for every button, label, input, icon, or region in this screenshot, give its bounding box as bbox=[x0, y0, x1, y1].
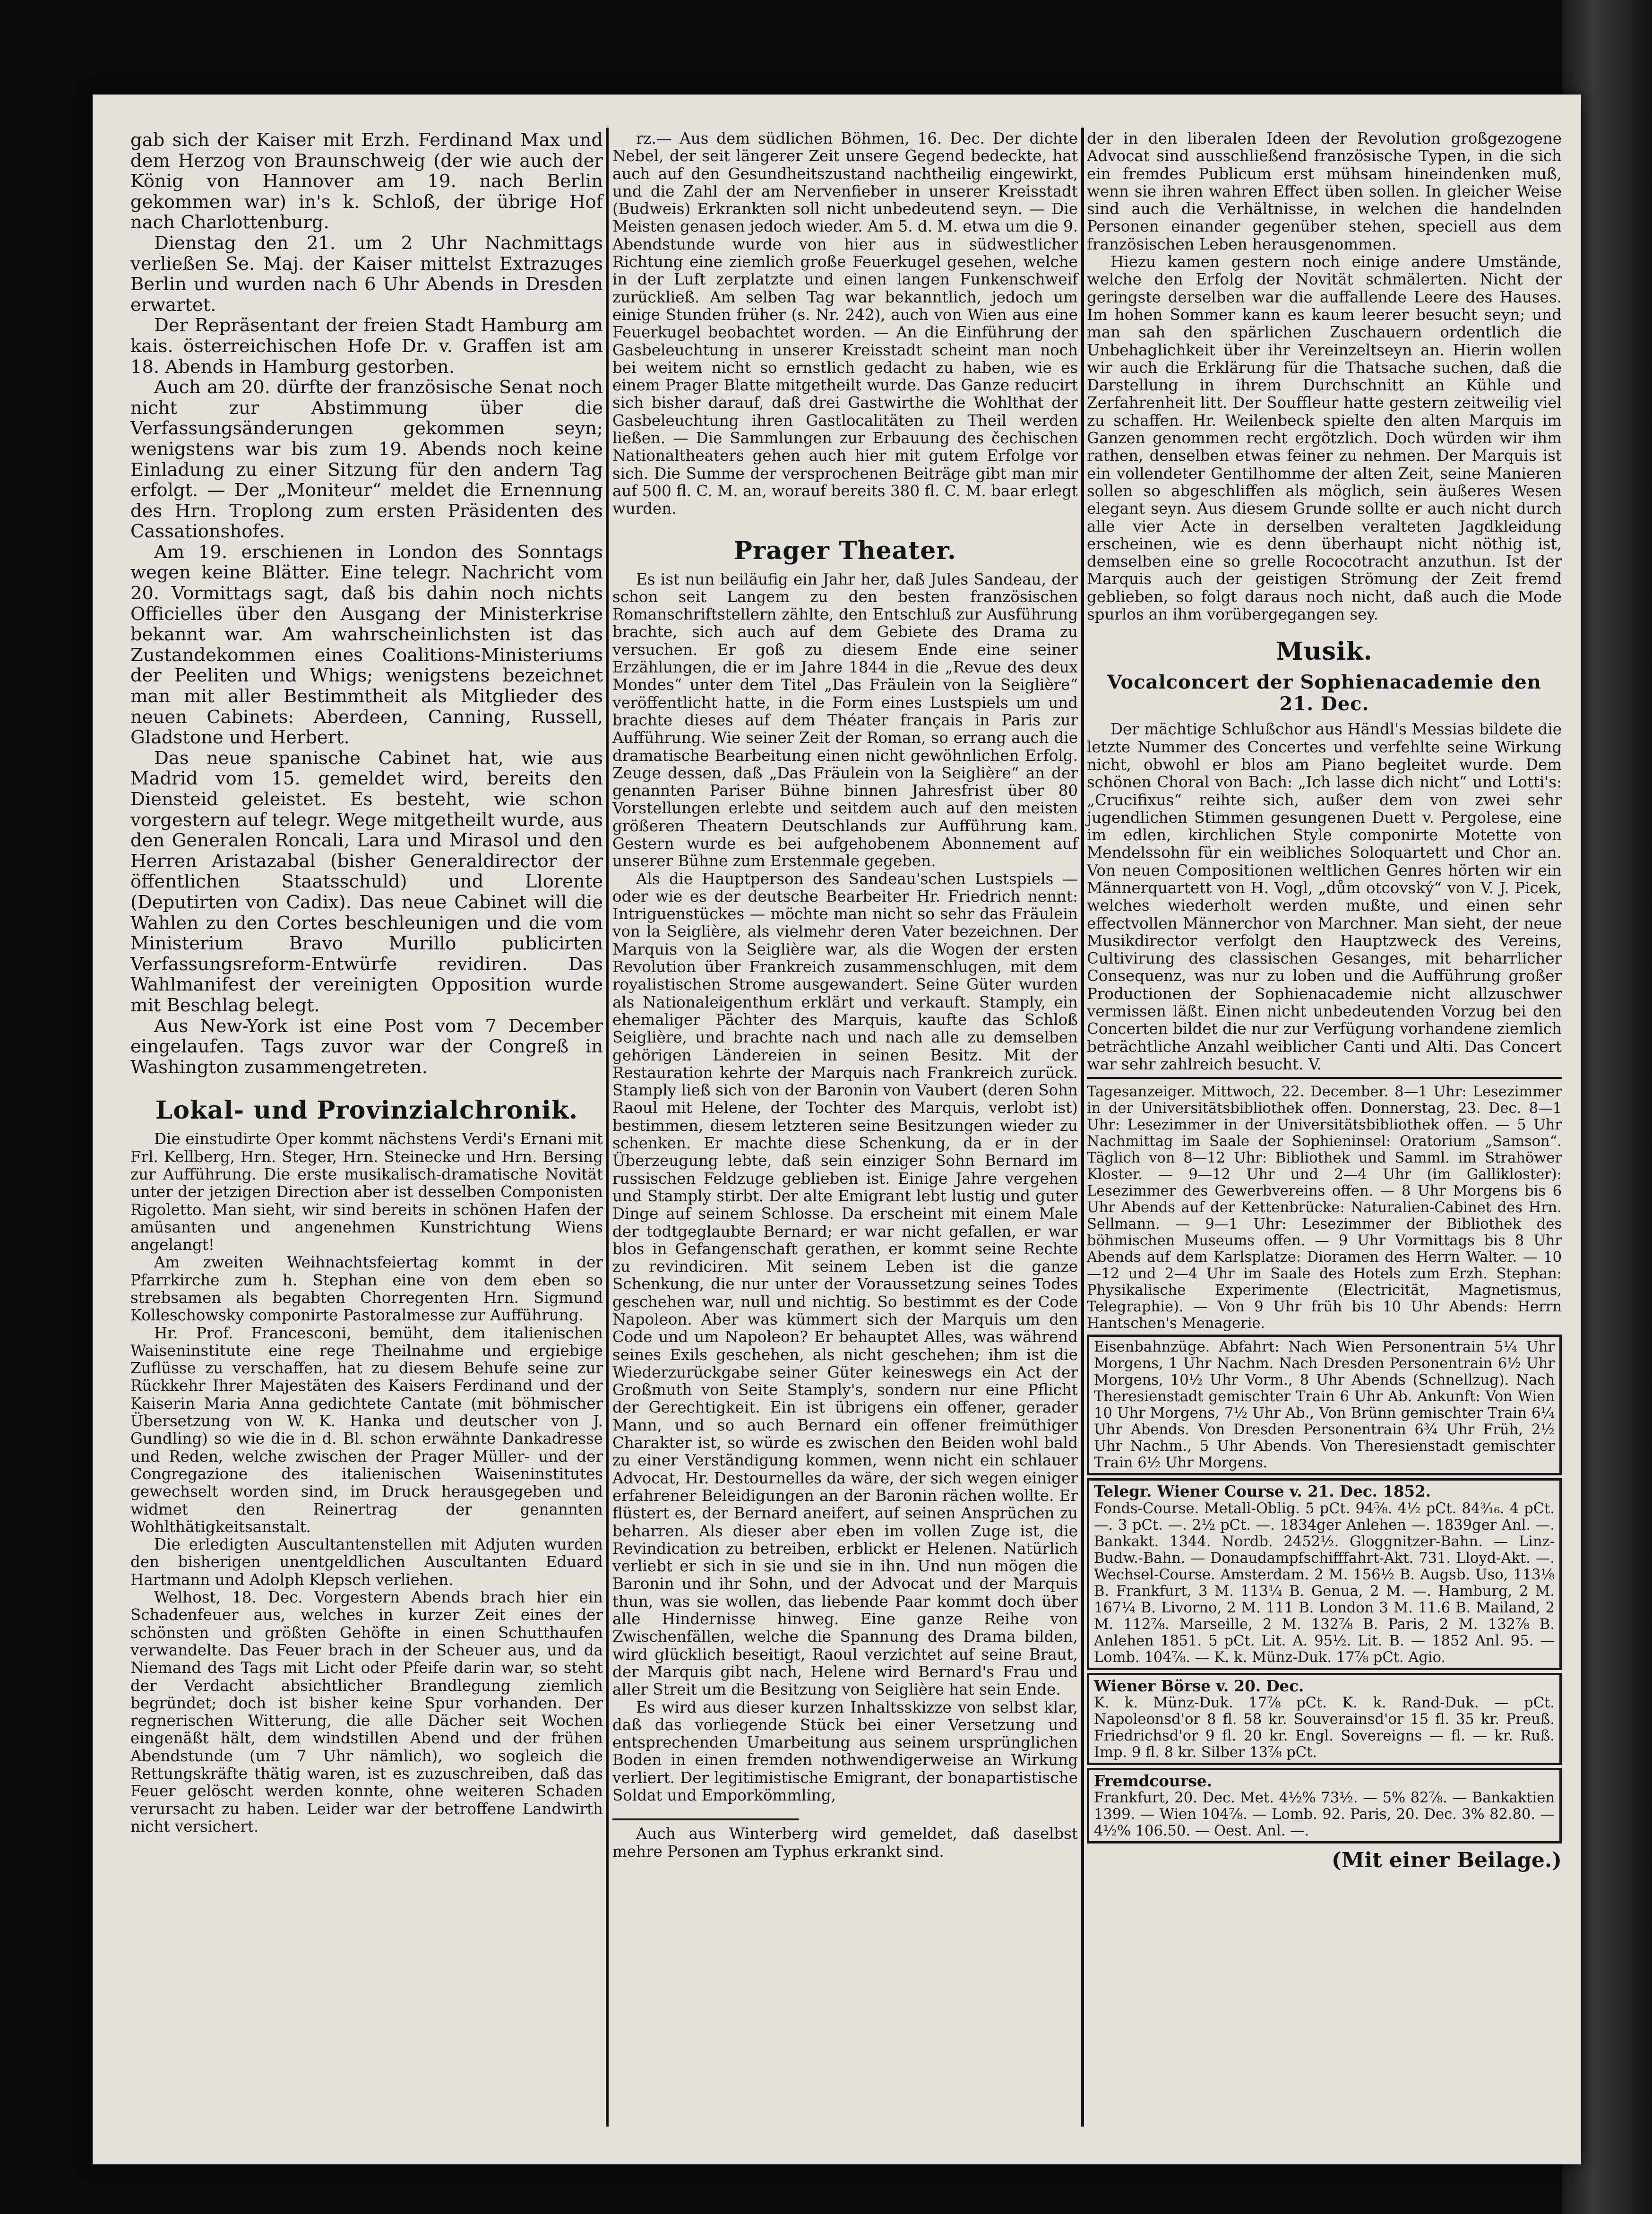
telegr-course-title: Telegr. Wiener Course v. 21. Dec. 1852. bbox=[1094, 1482, 1431, 1501]
tagesanzeiger: Tagesanzeiger. Mittwoch, 22. December. 8—1 Uhr: Lesezimmer in der Universitätsbibliothek offen. Donnerstag, 23. Dec. 8—1 Uhr: Lesezimmer in der Universitätsbibliothek offen. — 5 Uhr Nachmittag im Saale der Sophieninsel: Oratorium „Samson“. Täglich von 8—12 Uhr: Bibliothek und Samml. im Strahöwer Kloster. — 9—12 Uhr und 2—4 Uhr (im Gallikloster): Lesezimmer des Gewerbvereins offen. — 8 Uhr Morgens bis 6 Uhr Abends auf der Kettenbrücke: Naturalien-Cabinet des Hrn. Sellmann. — 9—1 Uhr: Lesezimmer der Bibliothek des böhmischen Museums offen. — 9 Uhr Vormittags bis 8 Uhr Abends auf dem Karlsplatze: Dioramen des Herrn Walter. — 10—12 und 2—4 Uhr im Saale des Hotels zum Erzh. Stephan: Physikalische Experimente (Electricität, Magnetismus, Telegraphie). — Von 9 Uhr früh bis 10 Uhr Abends: Herrn Hantschen's Menagerie. bbox=[1087, 1084, 1562, 1332]
column-1 bbox=[130, 130, 603, 1835]
local-news-item: Die erledigten Auscultantenstellen mit Adjuten wurden den bisherigen unentgeldlichen Auscultanten Eduard Hartmann und Adolph Klepsch verliehen. bbox=[130, 1535, 603, 1589]
column-3 bbox=[1087, 130, 1562, 1873]
telegr-course: Fonds-Course. Metall-Oblig. 5 pCt. 94⅝. 4½ pCt. 84³⁄₁₆. 4 pCt. —. 3 pCt. —. 2½ pCt. —. 1834ger Anlehen —. 1839ger Anl. —. Bankakt. 1344. Nordb. 2452½. Gloggnitzer-Bahn. — Linz-Budw.-Bahn. — Donaudampfschifffahrt-Akt. 731. Lloyd-Akt. —. Wechsel-Course. Amsterdam. 2 M. 156½ B. Augsb. Uso, 113⅛ B. Frankfurt, 3 M. 113¼ B. Genua, 2 M. —. Hamburg, 2 M. 167¼ B. Livorno, 2 M. 111 B. London 3 M. 11.6 B. Mailand, 2 M. 112⅞. Marseille, 2 M. 132⅞ B. Paris, 2 M. 132⅞ B. Anlehen 1851. 5 pCt. Lit. A. 95½. Lit. B. — 1852 Anl. 95. — Lomb. 104⅞. — K. k. Münz-Duk. 17⅞ pCt. Agio. bbox=[1094, 1500, 1555, 1666]
fremdcourse-rates: Frankfurt, 20. Dec. Met. 4½% 73½. — 5% 82⅞. — Bankaktien 1399. — Wien 104⅞. — Lomb. 92. Paris, 20. Dec. 3% 82.80. — 4½% 106.50. — Oest. Anl. —. bbox=[1094, 1790, 1555, 1840]
boerse-title: Wiener Börse v. 20. Dec. bbox=[1094, 1676, 1304, 1695]
review-paragraph: der in den liberalen Ideen der Revolution großgezogene Advocat sind ausschließend französische Typen, in die sich ein fremdes Publicum erst mühsam hineindenken muß, wenn sie ihren wahren Effect üben sollen. In gleicher Weise sind auch die Verhältnisse, in welchen die handelnden Personen einander gegenüber stehen, speciell aus dem französischen Leben herausgenommen. bbox=[1087, 129, 1562, 253]
article-paragraph: rz.— Aus dem südlichen Böhmen, 16. Dec. Der dichte Nebel, der seit längerer Zeit unsere Gegend bedeckte, hat auch auf den Gesundheitszustand nachtheilig eingewirkt, und die Zahl der am Nervenfieber in unserer Kreisstadt (Budweis) Erkrankten soll nicht unbedeutend seyn. — Die Meisten genasen jedoch wieder. Am 5. d. M. etwa um die 9. Abendstunde wurde von hier aus in südwestlicher Richtung eine ziemlich große Feuerkugel gesehen, welche in der Luft zerplatzte und einen langen Funkenschweif zurückließ. Am selben Tag war bekanntlich, jedoch um einige Stunden früher (s. Nr. 242), auch von Wien aus eine Feuerkugel beobachtet worden. — An die Einführung der Gasbeleuchtung in unserer Kreisstadt scheint man noch bei weitem nicht so ernstlich gedacht zu haben, wie es einem Prager Blatte mitgetheilt wurde. Das Ganze reducirt sich bisher darauf, daß drei Gastwirthe die Wohlthat der Gasbeleuchtung ihren Gastlocalitäten zu Theil werden ließen. — Die Sammlungen zur Erbauung des čechischen Nationaltheaters gehen auch hier mit gutem Erfolge vor sich. Die Summe der versprochenen Beiträge gibt man mir auf 500 fl. C. M. an, worauf bereits 380 fl. C. M. baar erlegt wurden. bbox=[612, 129, 1078, 518]
railway-box bbox=[1087, 1335, 1562, 1475]
article-paragraph: Aus New-York ist eine Post vom 7 December eingelaufen. Tags zuvor war der Congreß in Washington zusammengetreten. bbox=[130, 1015, 603, 1078]
review-paragraph: Es ist nun beiläufig ein Jahr her, daß Jules Sandeau, der schon seit Langem zu den besten französischen Romanschriftstellern zählte, den Entschluß zur Ausführung brachte, sich auch auf dem Gebiete des Drama zu versuchen. Er goß zu diesem Ende eine seiner Erzählungen, die er im Jahre 1844 in die „Revue des deux Mondes“ unter dem Titel „Das Fräulein von la Seiglière“ veröffentlicht hatte, in die Form eines Lustspiels um und brachte dieses auf dem Théater français in Paris zur Aufführung. Wie seiner Zeit der Roman, so errang auch die dramatische Bearbeitung einen nicht gewöhnlichen Erfolg. Zeuge dessen, daß „Das Fräulein von la Seiglière“ an der genannten Pariser Bühne binnen Jahresfrist über 80 Vorstellungen erlebte und seitdem auch auf den meisten größeren Theatern Deutschlands zur Aufführung kam. Gestern wurde es bei aufgehobenem Abonnement auf unserer Bühne zum Erstenmale gegeben. bbox=[612, 570, 1078, 870]
local-news-item: Hr. Prof. Francesconi, bemüht, dem italienischen Waiseninstitute eine rege Theilnahme und ergiebige Zuflüsse zu verschaffen, hat zu diesem Behufe seine zur Rückkehr Ihrer Majestäten des Kaisers Ferdinand und der Kaiserin Maria Anna gedichtete Cantate (mit böhmischer Übersetzung von W. K. Hanka und deutscher von J. Gundling) so wie die in d. Bl. schon erwähnte Dankadresse und Reden, welche zwischen der Prager Müller- und der Congregazione des italienischen Waiseninstitutes gewechselt worden sind, im Druck herausgegeben und widmet den Reinertrag der genannten Wohlthätigkeitsanstalt. bbox=[130, 1324, 603, 1536]
fremdcourse-box bbox=[1087, 1768, 1562, 1844]
exchange-rates-box bbox=[1087, 1478, 1562, 1670]
column-2 bbox=[612, 130, 1078, 1861]
concert-review: Der mächtige Schlußchor aus Händl's Messias bildete die letzte Nummer des Concertes und verfehlte seine Wirkung nicht, obwohl er blos am Piano begleitet wurde. Dem schönen Choral von Bach: „Ich lasse dich nicht“ und Lotti's: „Crucifixus“ reihte sich, außer dem von zwei sehr jugendlichen Stimmen gesungenen Duett v. Pergolese, eine im edlen, kirchlichen Style componirte Motette von Mendelssohn für ein weibliches Soloquartett und Chor an. Von neuen Compositionen weltlichen Genres hörten wir ein Männerquartett von H. Vogl, „dům otcovský“ von V. J. Picek, welches wiederholt werden mußte, und einen sehr effectvollen Männerchor von Marchner. Man sieht, der neue Musikdirector verfolgt den Hauptzweck des Vereins, Cultivirung des classischen Gesanges, mit beharrlicher Consequenz, was nur zu loben und die Aufführung großer Productionen der Sophienacademie nicht allzuschwer vermissen läßt. Einen nicht unbedeutenden Vorzug bei den Concerten bildet die nur zur Verfügung vorhandene ziemlich beträchtliche Anzahl weiblicher Canti und Alti. Das Concert war sehr zahlreich besucht. V. bbox=[1087, 720, 1562, 1073]
review-paragraph: Es wird aus dieser kurzen Inhaltsskizze von selbst klar, daß das vorliegende Stück bei einer Versetzung und entsprechenden Umarbeitung aus seinem ursprünglichen Boden in einen fremden nothwendigerweise an Wirkung verliert. Der legitimistische Emigrant, der bonapartistische Soldat und Emporkömmling, bbox=[612, 1698, 1078, 1805]
local-news-item: Am zweiten Weihnachtsfeiertag kommt in der Pfarrkirche zum h. Stephan eine von dem eben so strebsamen als begabten Chorregenten Hrn. Sigmund Kolleschowsky componirte Pastoralmesse zur Aufführung. bbox=[130, 1253, 603, 1325]
concert-subtitle: Vocalconcert der Sophienacademie den 21. Dec. bbox=[1107, 671, 1541, 715]
footnote: Auch aus Winterberg wird gemeldet, daß daselbst mehre Personen am Typhus erkrankt sind. bbox=[612, 1825, 1078, 1861]
divider bbox=[1087, 1077, 1562, 1079]
article-paragraph: Dienstag den 21. um 2 Uhr Nachmittags verließen Se. Maj. der Kaiser mittelst Extrazuges Berlin und wurden nach 6 Uhr Abends in Dresden erwartet. bbox=[130, 232, 603, 316]
supplement-note: (Mit einer Beilage.) bbox=[1331, 1848, 1562, 1873]
boerse-rates: K. k. Münz-Duk. 17⅞ pCt. K. k. Rand-Duk. — pCt. Napoleonsd'or 8 fl. 58 kr. Souverainsd'or 15 fl. 35 kr. Preuß. Friedrichsd'or 9 fl. 20 kr. Engl. Sovereigns — fl. — kr. Ruß. Imp. 9 fl. 8 kr. Silber 13⅞ pCt. bbox=[1094, 1694, 1555, 1761]
local-news-item: Die einstudirte Oper kommt nächstens Verdi's Ernani mit Frl. Kellberg, Hrn. Steger, Hrn. Steinecke und Hrn. Bersing zur Aufführung. Die erste musikalisch-dramatische Novität unter der jetzigen Direction aber ist desselben Componisten Rigoletto. Man sieht, wir sind bereits in schönen Hafen der amüsanten und angenehmen Kunstrichtung Wiens angelangt! bbox=[130, 1130, 603, 1254]
section-title-lokalchronik: Lokal- und Provinzialchronik. bbox=[155, 1096, 578, 1125]
article-paragraph: Am 19. erschienen in London des Sonntags wegen keine Blätter. Eine telegr. Nachricht vom 20. Vormittags sagt, daß bis dahin noch nichts Officielles über den Ausgang der Ministerkrise bekannt war. Am wahrscheinlichsten ist das Zustandekommen eines Coalitions-Ministeriums der Peeliten und Whigs; wenigstens bezeichnet man mit aller Bestimmtheit als Mitglieder des neuen Cabinets: Aberdeen, Canning, Russell, Gladstone und Herbert. bbox=[130, 541, 603, 749]
eisenbahnzuege: Eisenbahnzüge. Abfahrt: Nach Wien Personentrain 5¼ Uhr Morgens, 1 Uhr Nachm. Nach Dresden Personentrain 6½ Uhr Morgens, 10½ Uhr Vorm., 8 Uhr Abends (Schnellzug). Nach Theresienstadt gemischter Train 6 Uhr Ab. Ankunft: Von Wien 10 Uhr Morgens, 7½ Uhr Ab., Von Brünn gemischter Train 6¼ Uhr Abends. Von Dresden Personentrain 6¾ Uhr Früh, 2½ Uhr Nachm., 5 Uhr Abends. Von Theresienstadt gemischter Train 6½ Uhr Morgens. bbox=[1094, 1339, 1555, 1472]
section-title-prager-theater: Prager Theater. bbox=[733, 536, 957, 565]
footnote-divider bbox=[612, 1818, 799, 1820]
boerse-box bbox=[1087, 1673, 1562, 1765]
article-paragraph: gab sich der Kaiser mit Erzh. Ferdinand Max und dem Herzog von Braunschweig (der wie auch der König von Hannover am 19. nach Berlin gekommen war) in's k. Schloß, der übrige Hof nach Charlottenburg. bbox=[130, 129, 603, 233]
article-paragraph: Das neue spanische Cabinet hat, wie aus Madrid vom 15. gemeldet wird, bereits den Diensteid geleistet. Es besteht, wie schon vorgestern auf telegr. Wege mitgetheilt wurde, aus den Generalen Roncali, Lara und Mirasol und den Herren Aristazabal (bisher Generaldirector der öffentlichen Staatsschuld) und Llorente (Deputirten von Cadix). Das neue Cabinet will die Wahlen zu den Cortes beschleunigen und die vom Ministerium Bravo Murillo publicirten Verfassungsreform-Entwürfe revidiren. Das Wahlmanifest der vereinigten Opposition wurde mit Beschlag belegt. bbox=[130, 747, 603, 1016]
article-paragraph: Der Repräsentant der freien Stadt Hamburg am kais. österreichischen Hofe Dr. v. Graffen ist am 18. Abends in Hamburg gestorben. bbox=[130, 315, 603, 378]
fremdcourse-title: Fremdcourse. bbox=[1094, 1771, 1212, 1790]
review-paragraph: Hiezu kamen gestern noch einige andere Umstände, welche den Erfolg der Novität schmälerten. Nicht der geringste derselben war die auffallende Leere des Hauses. Im hohen Sommer kann es kaum leerer besucht seyn; und man sah den spärlichen Zuschauern ordentlich die Unbehaglichkeit über ihr Vereinzeltseyn an. Hierin wollen wir auch die Erklärung für die Thatsache suchen, daß die Darstellung in ihrem Durchschnitt an Kühle und Zerfahrenheit litt. Der Souffleur hatte gestern zeitweilig viel zu schaffen. Hr. Weilenbeck spielte den alten Marquis im Ganzen genommen recht ergötzlich. Doch würden wir ihm rathen, denselben etwas feiner zu nehmen. Der Marquis ist ein vollendeter Gentilhomme der alten Zeit, seine Manieren sollen so abgeschliffen als möglich, sein äußeres Wesen elegant seyn. Aus diesem Grunde sollte er auch nicht durch alle vier Acte in derselben veralteten Jagdkleidung erscheinen, wie es denn überhaupt nicht nöthig ist, demselben eine so grelle Rococotracht anzuthun. Ist der Marquis auch der geistigen Strömung der Zeit fremd geblieben, so folgt daraus noch nicht, daß auch die Mode spurlos an ihm vorübergegangen sey. bbox=[1087, 253, 1562, 624]
newspaper-page bbox=[93, 95, 1581, 2164]
article-paragraph: Auch am 20. dürfte der französische Senat noch nicht zur Abstimmung über die Verfassungsänderungen gekommen seyn; wenigstens war bis zum 19. Abends noch keine Einladung zu einer Sitzung für den andern Tag erfolgt. — Der „Moniteur“ meldet die Ernennung des Hrn. Troplong zum ersten Präsidenten des Cassationshofes. bbox=[130, 377, 603, 543]
local-news-item: Welhost, 18. Dec. Vorgestern Abends brach hier ein Schadenfeuer aus, welches in kurzer Zeit eines der schönsten und größten Gehöfte in einen Schutthaufen verwandelte. Das Feuer brach in der Scheuer aus, und da Niemand des Tags mit Licht oder Pfeife darin war, so steht der Verdacht absichtlicher Brandlegung ziemlich begründet; doch ist bisher keine Spur vorhanden. Der regnerischen Witterung, die alle Dächer seit Wochen eingenäßt hält, dem windstillen Abend und der frühen Abendstunde (um 7 Uhr nämlich), wo sogleich die Rettungskräfte thätig waren, ist es zuzuschreiben, daß das Feuer gelöscht werden konnte, ohne weiteren Schaden verursacht zu haben. Leider war der betroffene Landwirth nicht versichert. bbox=[130, 1588, 603, 1835]
review-paragraph: Als die Hauptperson des Sandeau'schen Lustspiels — oder wie es der deutsche Bearbeiter Hr. Friedrich nennt: Intriguenstückes — möchte man nicht so sehr das Fräulein von la Seiglière, als vielmehr deren Vater bezeichnen. Der Marquis von la Seiglière war, als die Wogen der ersten Revolution über Frankreich zusammenschlugen, mit dem royalistischen Strome ausgewandert. Seine Güter wurden als Nationaleigenthum erklärt und verkauft. Stamply, ein ehemaliger Pächter des Marquis, kaufte das Schloß Seiglière, und brachte nach und nach alle zu demselben gehörigen Ländereien in seinen Besitz. Mit der Restauration kehrte der Marquis nach Frankreich zurück. Stamply ließ sich von der Baronin von Vaubert (deren Sohn Raoul mit Helene, der Tochter des Marquis, verlobt ist) bestimmen, diesem letzteren seine Besitzungen wieder zu schenken. Er machte diese Schenkung, da er in der Überzeugung lebte, daß sein einziger Sohn Bernard im russischen Feldzuge geblieben ist. Einige Jahre vergehen und Stamply stirbt. Der alte Emigrant lebt lustig und guter Dinge auf seinem Schlosse. Da erscheint mit einem Male der todtgeglaubte Bernard; er war nicht gefallen, er war blos in Gefangenschaft gerathen, er kommt seine Rechte zu revindiciren. Mit seinem Leben ist die ganze Schenkung, die nur unter der Voraussetzung seines Todes geschehen war, null und nichtig. So bestimmt es der Code Napoleon. Aber was kümmert sich der Marquis um den Code und um Napoleon? Er behauptet Alles, was während seines Exils geschehen, als nicht geschehen; ihm ist die Wiederzurückgabe seiner Güter keineswegs ein Act der Großmuth von Seite Stamply's, sondern nur eine Pflicht der Gerechtigkeit. Ein ist übrigens ein offener, gerader Mann, und so auch Bernard ein offener freimüthiger Charakter ist, so würde es zwischen den Beiden wohl bald zu einer Verständigung kommen, wenn nicht ein schlauer Advocat, Hr. Destournelles da wäre, der sich wegen einiger erfahrener Beleidigungen an der Baronin rächen wollte. Er flüstert es, der Bernard aneifert, auf seinen Ansprüchen zu beharren. Als dieser aber eben im vollen Zuge ist, die Revindication zu betreiben, erblickt er Helenen. Natürlich verliebt er sich in sie und sie in ihn. Und nun mögen die Baronin und ihr Sohn, und der Advocat und der Marquis thun, was sie wollen, das liebende Paar kommt doch über alle Hindernisse hinweg. Eine ganze Reihe von Zwischenfällen, welche die Spannung des Drama bilden, wird glücklich beseitigt, Raoul verzichtet auf seine Braut, der Marquis gibt nach, Helene wird Bernard's Frau und aller Streit um die Besitzung von Seiglière hat sein Ende. bbox=[612, 870, 1078, 1699]
section-title-musik: Musik. bbox=[1276, 637, 1373, 666]
column-divider bbox=[1081, 128, 1084, 2127]
column-divider bbox=[606, 128, 609, 2127]
